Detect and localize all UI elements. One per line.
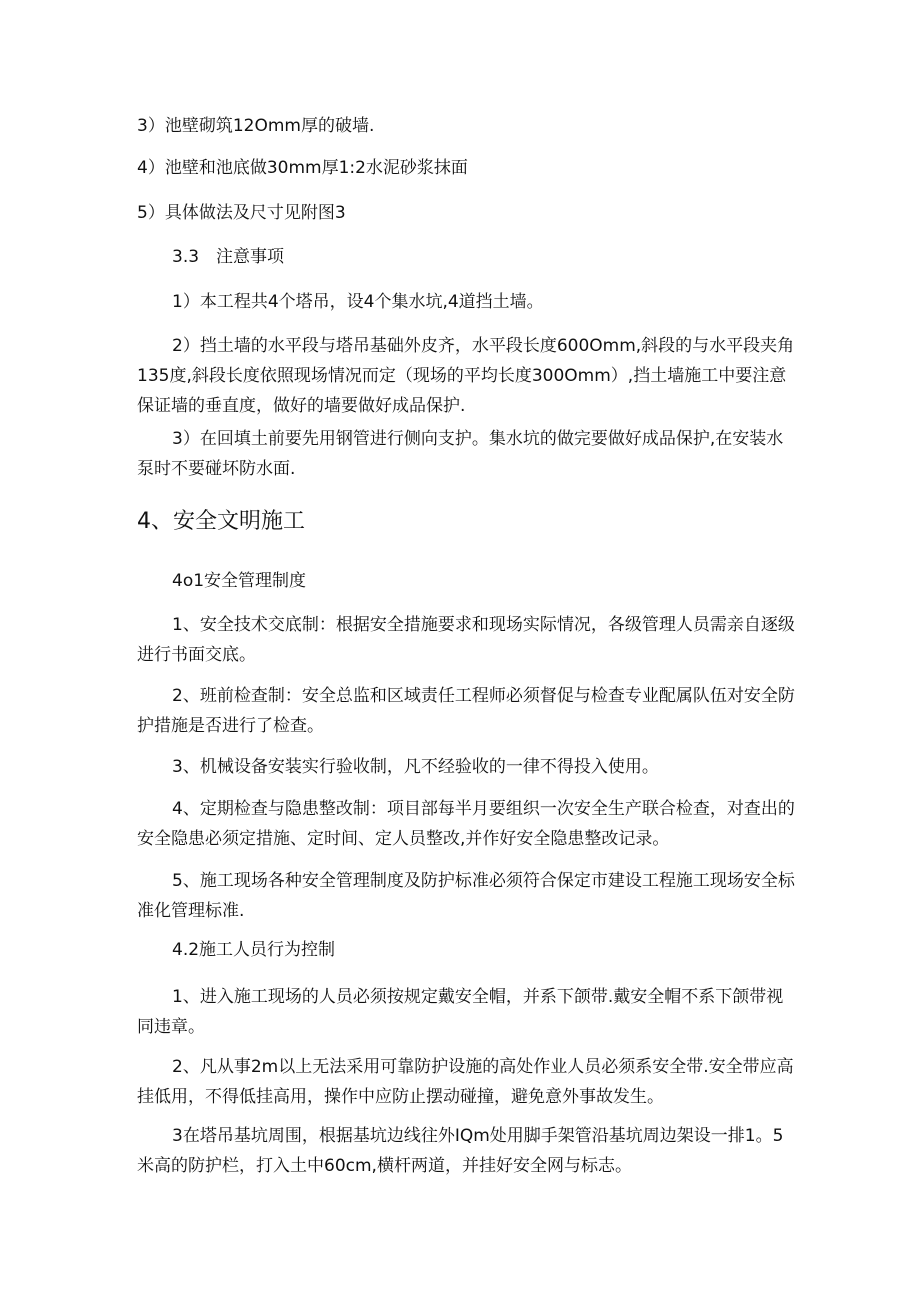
paragraph-behavior-1: 1、进入施工现场的人员必须按规定戴安全帽，并系下颌带.戴安全帽不系下颌带视同违章。 (137, 987, 784, 1037)
paragraph-safety-3: 3、机械设备安装实行验收制，凡不经验收的一律不得投入使用。 (172, 757, 659, 777)
paragraph-wall-masonry: 3）池壁砌筑12Omm厚的破墙. (137, 116, 375, 136)
heading-4-2: 4.2施工人员行为控制 (172, 940, 336, 960)
paragraph-behavior-3: 3在塔吊基坑周围，根据基坑边线往外IQm处用脚手架管沿基坑周边架设一排1。5米高的防护栏，打入土中60cm,横杆两道，并挂好安全网与标志。 (137, 1126, 784, 1176)
heading-4-1: 4o1安全管理制度 (172, 571, 307, 591)
paragraph-note-3: 3）在回填土前要先用钢管进行侧向支护。集水坑的做完要做好成品保护,在安装水泵时不要碰坏防水面. (137, 429, 784, 479)
paragraph-safety-1: 1、安全技术交底制：根据安全措施要求和现场实际情况，各级管理人员需亲自逐级进行书面交底。 (137, 615, 795, 665)
paragraph-note-1: 1）本工程共4个塔吊，设4个集水坑,4道挡土墙。 (172, 292, 544, 312)
paragraph-see-figure: 5）具体做法及尺寸见附图3 (137, 203, 346, 223)
paragraph-safety-4: 4、定期检查与隐患整改制：项目部每半月要组织一次安全生产联合检查，对查出的安全隐患必须定措施、定时间、定人员整改,并作好安全隐患整改记录。 (137, 799, 795, 849)
heading-3-3: 3.3 注意事项 (172, 247, 285, 267)
paragraph-note-2: 2）挡土墙的水平段与塔吊基础外皮齐，水平段长度600Omm,斜段的与水平段夹角135度,斜段长度依照现场情况而定（现场的平均长度300Omm）,挡土墙施工中要注意保证墙的垂直度，做好的墙要做好成品保护. (137, 336, 795, 416)
paragraph-safety-2: 2、班前检查制：安全总监和区域责任工程师必须督促与检查专业配属队伍对安全防护措施是否进行了检查。 (137, 686, 795, 736)
paragraph-safety-5: 5、施工现场各种安全管理制度及防护标准必须符合保定市建设工程施工现场安全标准化管理标准. (137, 871, 795, 921)
heading-section-4: 4、安全文明施工 (137, 509, 305, 534)
paragraph-mortar-finish: 4）池壁和池底做30mm厚1:2水泥砂浆抹面 (137, 158, 468, 178)
paragraph-behavior-2: 2、凡从事2m以上无法采用可靠防护设施的高处作业人员必须系安全带.安全带应高挂低用，不得低挂高用，操作中应防止摆动碰撞，避免意外事故发生。 (137, 1057, 794, 1107)
